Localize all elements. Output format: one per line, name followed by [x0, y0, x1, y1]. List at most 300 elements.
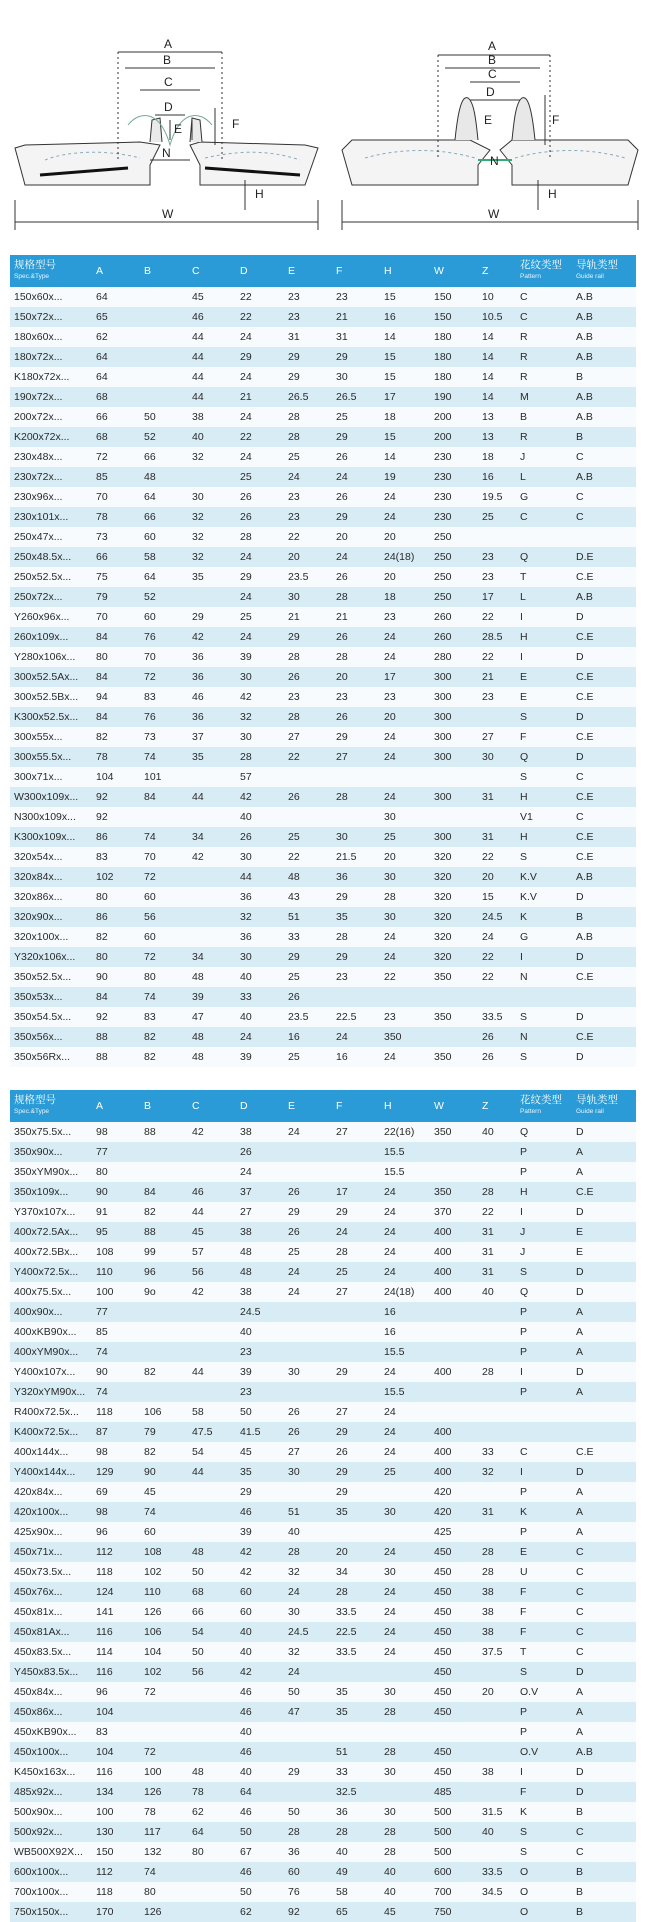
- header-e: [284, 255, 332, 287]
- cell-h: 18: [380, 587, 430, 607]
- cell-w: [430, 1162, 478, 1182]
- cell-pattern: I: [516, 1362, 572, 1382]
- table-row: [10, 1262, 636, 1282]
- cell-guide-rail: B: [572, 1862, 636, 1882]
- cell-e: 24: [284, 1582, 332, 1602]
- cell-e: 22: [284, 527, 332, 547]
- cell-c: 29: [188, 607, 236, 627]
- table-row: [10, 1282, 636, 1302]
- cell-c: 46: [188, 687, 236, 707]
- cell-pattern: F: [516, 727, 572, 747]
- cell-pattern: E: [516, 1542, 572, 1562]
- cell-b: 82: [140, 1362, 188, 1382]
- cell-z: [478, 987, 516, 1007]
- cell-h: 28: [380, 887, 430, 907]
- cell-f: 21: [332, 307, 380, 327]
- cell-c: 30: [188, 487, 236, 507]
- cell-d: 40: [236, 967, 284, 987]
- cell-pattern: K.V: [516, 887, 572, 907]
- cell-c: 37: [188, 727, 236, 747]
- cell-spec: 450xKB90x...: [10, 1722, 92, 1742]
- table-row: [10, 1302, 636, 1322]
- table-row: [10, 787, 636, 807]
- cell-f: 51: [332, 1742, 380, 1762]
- cell-guide-rail: D: [572, 1662, 636, 1682]
- cell-pattern: S: [516, 847, 572, 867]
- cell-w: 300: [430, 667, 478, 687]
- cell-c: 48: [188, 1542, 236, 1562]
- cell-spec: WB500X92X...: [10, 1842, 92, 1862]
- cell-guide-rail: A: [572, 1302, 636, 1322]
- cell-pattern: I: [516, 947, 572, 967]
- cell-b: 80: [140, 967, 188, 987]
- cell-e: 28: [284, 647, 332, 667]
- cell-b: 101: [140, 767, 188, 787]
- table-row: [10, 687, 636, 707]
- cell-w: 450: [430, 1662, 478, 1682]
- cell-guide-rail: C: [572, 1822, 636, 1842]
- cell-f: 24: [332, 1222, 380, 1242]
- cell-e: 22: [284, 847, 332, 867]
- table-row: [10, 627, 636, 647]
- cell-h: 30: [380, 807, 430, 827]
- cell-h: 16: [380, 1322, 430, 1342]
- cell-spec: 230x101x...: [10, 507, 92, 527]
- cell-a: 95: [92, 1222, 140, 1242]
- cell-spec: 400x90x...: [10, 1302, 92, 1322]
- cell-b: 108: [140, 1542, 188, 1562]
- cell-b: 82: [140, 1027, 188, 1047]
- cell-e: 24: [284, 1122, 332, 1142]
- cell-guide-rail: [572, 527, 636, 547]
- cell-spec: Y280x106x...: [10, 647, 92, 667]
- cell-c: [188, 1522, 236, 1542]
- cell-c: 56: [188, 1662, 236, 1682]
- cell-f: [332, 807, 380, 827]
- cell-b: 126: [140, 1602, 188, 1622]
- cell-e: 23: [284, 687, 332, 707]
- cell-f: 28: [332, 927, 380, 947]
- cell-spec: 400xKB90x...: [10, 1322, 92, 1342]
- cell-spec: 400x75.5x...: [10, 1282, 92, 1302]
- cell-spec: 350xYM90x...: [10, 1162, 92, 1182]
- cell-d: 30: [236, 727, 284, 747]
- cell-f: 25: [332, 1262, 380, 1282]
- cell-pattern: T: [516, 567, 572, 587]
- cell-pattern: Q: [516, 1122, 572, 1142]
- table-row: [10, 807, 636, 827]
- header-b: [140, 255, 188, 287]
- cell-e: [284, 1162, 332, 1182]
- cell-guide-rail: C.E: [572, 687, 636, 707]
- table-row: [10, 1322, 636, 1342]
- table-row: [10, 1047, 636, 1067]
- cell-pattern: L: [516, 467, 572, 487]
- table-row: [10, 987, 636, 1007]
- header-label: W: [434, 1099, 444, 1112]
- cell-pattern: R: [516, 367, 572, 387]
- cell-e: 22: [284, 747, 332, 767]
- cell-guide-rail: D: [572, 747, 636, 767]
- cell-a: 98: [92, 1122, 140, 1142]
- spec-table-1: [10, 255, 636, 1067]
- header-label: A: [96, 1099, 104, 1112]
- cell-z: 17: [478, 587, 516, 607]
- cell-f: 26: [332, 707, 380, 727]
- cell-w: 280: [430, 647, 478, 667]
- cell-pattern: P: [516, 1302, 572, 1322]
- cell-pattern: J: [516, 1222, 572, 1242]
- cell-b: 102: [140, 1562, 188, 1582]
- cell-w: 450: [430, 1562, 478, 1582]
- cell-a: 80: [92, 887, 140, 907]
- cell-w: 320: [430, 847, 478, 867]
- cell-w: 450: [430, 1642, 478, 1662]
- cell-w: 400: [430, 1242, 478, 1262]
- cell-z: 31: [478, 827, 516, 847]
- cell-f: 23: [332, 687, 380, 707]
- cell-guide-rail: C.E: [572, 627, 636, 647]
- cell-e: 25: [284, 967, 332, 987]
- table-row: [10, 327, 636, 347]
- cell-h: 24: [380, 787, 430, 807]
- cell-pattern: S: [516, 1262, 572, 1282]
- cell-b: 106: [140, 1402, 188, 1422]
- cell-z: [478, 1662, 516, 1682]
- cell-spec: Y450x83.5x...: [10, 1662, 92, 1682]
- header-sublabel: Guide rail: [576, 273, 604, 280]
- cell-spec: 180x60x...: [10, 327, 92, 347]
- cell-e: 29: [284, 627, 332, 647]
- cell-c: 42: [188, 627, 236, 647]
- table-row: [10, 1162, 636, 1182]
- cell-c: 46: [188, 307, 236, 327]
- cell-d: 57: [236, 767, 284, 787]
- cell-d: 46: [236, 1502, 284, 1522]
- cell-b: 82: [140, 1047, 188, 1067]
- cell-guide-rail: C: [572, 447, 636, 467]
- cell-w: 750: [430, 1902, 478, 1922]
- cell-c: 68: [188, 1582, 236, 1602]
- cell-b: [140, 1722, 188, 1742]
- cell-pattern: I: [516, 1202, 572, 1222]
- cell-c: 38: [188, 407, 236, 427]
- cell-z: 26: [478, 1047, 516, 1067]
- cell-spec: 420x100x...: [10, 1502, 92, 1522]
- right-label-n: N: [490, 154, 499, 168]
- header-label: Z: [482, 264, 489, 277]
- cell-a: 124: [92, 1582, 140, 1602]
- cell-guide-rail: B: [572, 1802, 636, 1822]
- cell-pattern: F: [516, 1782, 572, 1802]
- cell-pattern: Q: [516, 1282, 572, 1302]
- cell-a: 170: [92, 1902, 140, 1922]
- cell-f: 32.5: [332, 1782, 380, 1802]
- cell-a: 77: [92, 1302, 140, 1322]
- cell-c: 47.5: [188, 1422, 236, 1442]
- cell-a: 112: [92, 1542, 140, 1562]
- cell-a: 85: [92, 467, 140, 487]
- cell-pattern: R: [516, 327, 572, 347]
- cell-a: 68: [92, 387, 140, 407]
- cell-e: 25: [284, 447, 332, 467]
- cell-c: [188, 1502, 236, 1522]
- cell-pattern: S: [516, 1007, 572, 1027]
- table-row: [10, 587, 636, 607]
- cell-guide-rail: [572, 987, 636, 1007]
- cell-d: 42: [236, 687, 284, 707]
- cell-d: 60: [236, 1582, 284, 1602]
- cell-e: 51: [284, 907, 332, 927]
- cell-a: 108: [92, 1242, 140, 1262]
- cell-e: 25: [284, 827, 332, 847]
- cell-a: 83: [92, 847, 140, 867]
- cell-w: 485: [430, 1782, 478, 1802]
- cell-a: 66: [92, 547, 140, 567]
- cell-guide-rail: C: [572, 1602, 636, 1622]
- cell-f: 35: [332, 1682, 380, 1702]
- cell-f: 36: [332, 867, 380, 887]
- cell-spec: Y400x144x...: [10, 1462, 92, 1482]
- cell-spec: 350x90x...: [10, 1142, 92, 1162]
- cell-w: 450: [430, 1542, 478, 1562]
- cell-e: 23: [284, 487, 332, 507]
- cell-w: 400: [430, 1262, 478, 1282]
- cell-w: 350: [430, 1182, 478, 1202]
- cell-guide-rail: A.B: [572, 1742, 636, 1762]
- cell-e: [284, 1782, 332, 1802]
- cell-guide-rail: C: [572, 767, 636, 787]
- cell-e: 32: [284, 1642, 332, 1662]
- cell-a: 62: [92, 327, 140, 347]
- cell-d: 39: [236, 1047, 284, 1067]
- cell-w: 300: [430, 707, 478, 727]
- cell-e: 26: [284, 667, 332, 687]
- cell-e: 29: [284, 347, 332, 367]
- cell-guide-rail: B: [572, 1902, 636, 1922]
- cell-a: 104: [92, 1702, 140, 1722]
- table-row: [10, 827, 636, 847]
- cell-c: 44: [188, 1462, 236, 1482]
- cell-c: 44: [188, 347, 236, 367]
- header-label: D: [240, 264, 248, 277]
- cell-a: 150: [92, 1842, 140, 1862]
- cell-w: 425: [430, 1522, 478, 1542]
- cell-d: 44: [236, 867, 284, 887]
- cell-guide-rail: D: [572, 947, 636, 967]
- cell-h: 30: [380, 1562, 430, 1582]
- cell-w: 600: [430, 1862, 478, 1882]
- table-row: [10, 1642, 636, 1662]
- cell-z: [478, 1342, 516, 1362]
- cell-c: 54: [188, 1622, 236, 1642]
- cell-pattern: P: [516, 1322, 572, 1342]
- cell-e: 27: [284, 727, 332, 747]
- cell-e: [284, 1722, 332, 1742]
- cell-h: 20: [380, 527, 430, 547]
- header-label: 花纹类型: [520, 259, 562, 271]
- cell-d: 27: [236, 1202, 284, 1222]
- cell-b: [140, 1382, 188, 1402]
- cell-pattern: C: [516, 1442, 572, 1462]
- cell-c: 45: [188, 287, 236, 307]
- cell-e: 30: [284, 1602, 332, 1622]
- cell-e: 32: [284, 1562, 332, 1582]
- cell-c: 42: [188, 847, 236, 867]
- cell-a: 69: [92, 1482, 140, 1502]
- cell-b: [140, 307, 188, 327]
- cell-b: 126: [140, 1782, 188, 1802]
- cell-z: 22: [478, 1202, 516, 1222]
- cell-f: 28: [332, 1582, 380, 1602]
- cell-f: [332, 1162, 380, 1182]
- cell-d: 24: [236, 447, 284, 467]
- cell-w: 350: [430, 1047, 478, 1067]
- cell-guide-rail: C.E: [572, 787, 636, 807]
- cell-spec: 150x72x...: [10, 307, 92, 327]
- cell-guide-rail: D: [572, 1782, 636, 1802]
- cell-a: 114: [92, 1642, 140, 1662]
- cell-spec: 250x72x...: [10, 587, 92, 607]
- header-pattern: [516, 1090, 572, 1122]
- cell-a: 102: [92, 867, 140, 887]
- cell-d: 39: [236, 647, 284, 667]
- cell-b: [140, 1342, 188, 1362]
- cell-c: [188, 1742, 236, 1762]
- cell-a: 78: [92, 747, 140, 767]
- cell-b: 58: [140, 547, 188, 567]
- cell-spec: 250x47x...: [10, 527, 92, 547]
- cell-d: 40: [236, 1642, 284, 1662]
- cell-e: 43: [284, 887, 332, 907]
- cell-w: 400: [430, 1282, 478, 1302]
- cell-h: 40: [380, 1882, 430, 1902]
- cell-pattern: K: [516, 907, 572, 927]
- cell-b: 132: [140, 1842, 188, 1862]
- cell-d: 45: [236, 1442, 284, 1462]
- cell-w: [430, 807, 478, 827]
- cell-e: 23.5: [284, 1007, 332, 1027]
- cell-spec: 350x56Rx...: [10, 1047, 92, 1067]
- cell-f: 29: [332, 1202, 380, 1222]
- cell-d: 29: [236, 347, 284, 367]
- table-row: [10, 1362, 636, 1382]
- cell-guide-rail: A.B: [572, 867, 636, 887]
- cell-b: [140, 1302, 188, 1322]
- cell-a: 77: [92, 1142, 140, 1162]
- cell-spec: 230x48x...: [10, 447, 92, 467]
- cell-h: 40: [380, 1862, 430, 1882]
- cell-h: 24: [380, 487, 430, 507]
- cell-z: 20: [478, 867, 516, 887]
- cell-guide-rail: C.E: [572, 1442, 636, 1462]
- cell-pattern: P: [516, 1482, 572, 1502]
- cell-spec: K450x163x...: [10, 1762, 92, 1782]
- cell-f: 25: [332, 407, 380, 427]
- table-row: [10, 1882, 636, 1902]
- cell-spec: 320x84x...: [10, 867, 92, 887]
- cell-z: [478, 1402, 516, 1422]
- cell-spec: 420x84x...: [10, 1482, 92, 1502]
- cell-f: 33.5: [332, 1642, 380, 1662]
- cell-b: 73: [140, 727, 188, 747]
- cell-spec: Y370x107x...: [10, 1202, 92, 1222]
- table-row: [10, 1122, 636, 1142]
- cell-d: 35: [236, 1462, 284, 1482]
- cell-h: 24: [380, 727, 430, 747]
- cell-a: 80: [92, 947, 140, 967]
- cell-f: 29: [332, 1362, 380, 1382]
- table-row: [10, 947, 636, 967]
- cell-h: 30: [380, 907, 430, 927]
- cell-guide-rail: A.B: [572, 467, 636, 487]
- cell-z: 13: [478, 427, 516, 447]
- cell-e: 31: [284, 327, 332, 347]
- table-row: [10, 1582, 636, 1602]
- cell-z: [478, 807, 516, 827]
- table-row: [10, 1542, 636, 1562]
- cell-c: [188, 1882, 236, 1902]
- cell-z: [478, 1482, 516, 1502]
- left-label-h: H: [255, 187, 264, 201]
- cell-pattern: F: [516, 1602, 572, 1622]
- cell-c: [188, 867, 236, 887]
- cell-a: 84: [92, 707, 140, 727]
- table-row: [10, 527, 636, 547]
- cell-d: 24: [236, 1162, 284, 1182]
- cell-z: [478, 1522, 516, 1542]
- header-label: 导轨类型: [576, 1094, 618, 1106]
- table-row: [10, 1782, 636, 1802]
- cell-e: 23: [284, 307, 332, 327]
- cell-spec: 425x90x...: [10, 1522, 92, 1542]
- cell-e: [284, 1302, 332, 1322]
- cell-d: 36: [236, 927, 284, 947]
- cell-spec: 450x83.5x...: [10, 1642, 92, 1662]
- cell-w: [430, 1382, 478, 1402]
- cell-c: 48: [188, 967, 236, 987]
- cell-w: 500: [430, 1822, 478, 1842]
- header-c: [188, 255, 236, 287]
- cell-a: 104: [92, 767, 140, 787]
- cell-spec: K180x72x...: [10, 367, 92, 387]
- table-row: [10, 1182, 636, 1202]
- table-row: [10, 647, 636, 667]
- cell-guide-rail: C.E: [572, 1182, 636, 1202]
- right-label-d: D: [486, 85, 495, 99]
- cell-guide-rail: C.E: [572, 667, 636, 687]
- cell-h: 20: [380, 707, 430, 727]
- cell-f: 33.5: [332, 1602, 380, 1622]
- cell-e: [284, 1482, 332, 1502]
- left-label-a: A: [164, 37, 173, 51]
- cell-h: [380, 767, 430, 787]
- cell-h: [380, 1662, 430, 1682]
- cell-d: 30: [236, 947, 284, 967]
- cell-z: 14: [478, 367, 516, 387]
- cell-f: 24: [332, 1027, 380, 1047]
- cell-h: 24: [380, 1262, 430, 1282]
- table-row: [10, 567, 636, 587]
- cell-f: 28: [332, 787, 380, 807]
- cell-h: 24: [380, 1602, 430, 1622]
- cell-h: 20: [380, 567, 430, 587]
- cell-b: 104: [140, 1642, 188, 1662]
- table-row: [10, 547, 636, 567]
- cell-w: [430, 987, 478, 1007]
- cell-b: 83: [140, 687, 188, 707]
- cell-w: 190: [430, 387, 478, 407]
